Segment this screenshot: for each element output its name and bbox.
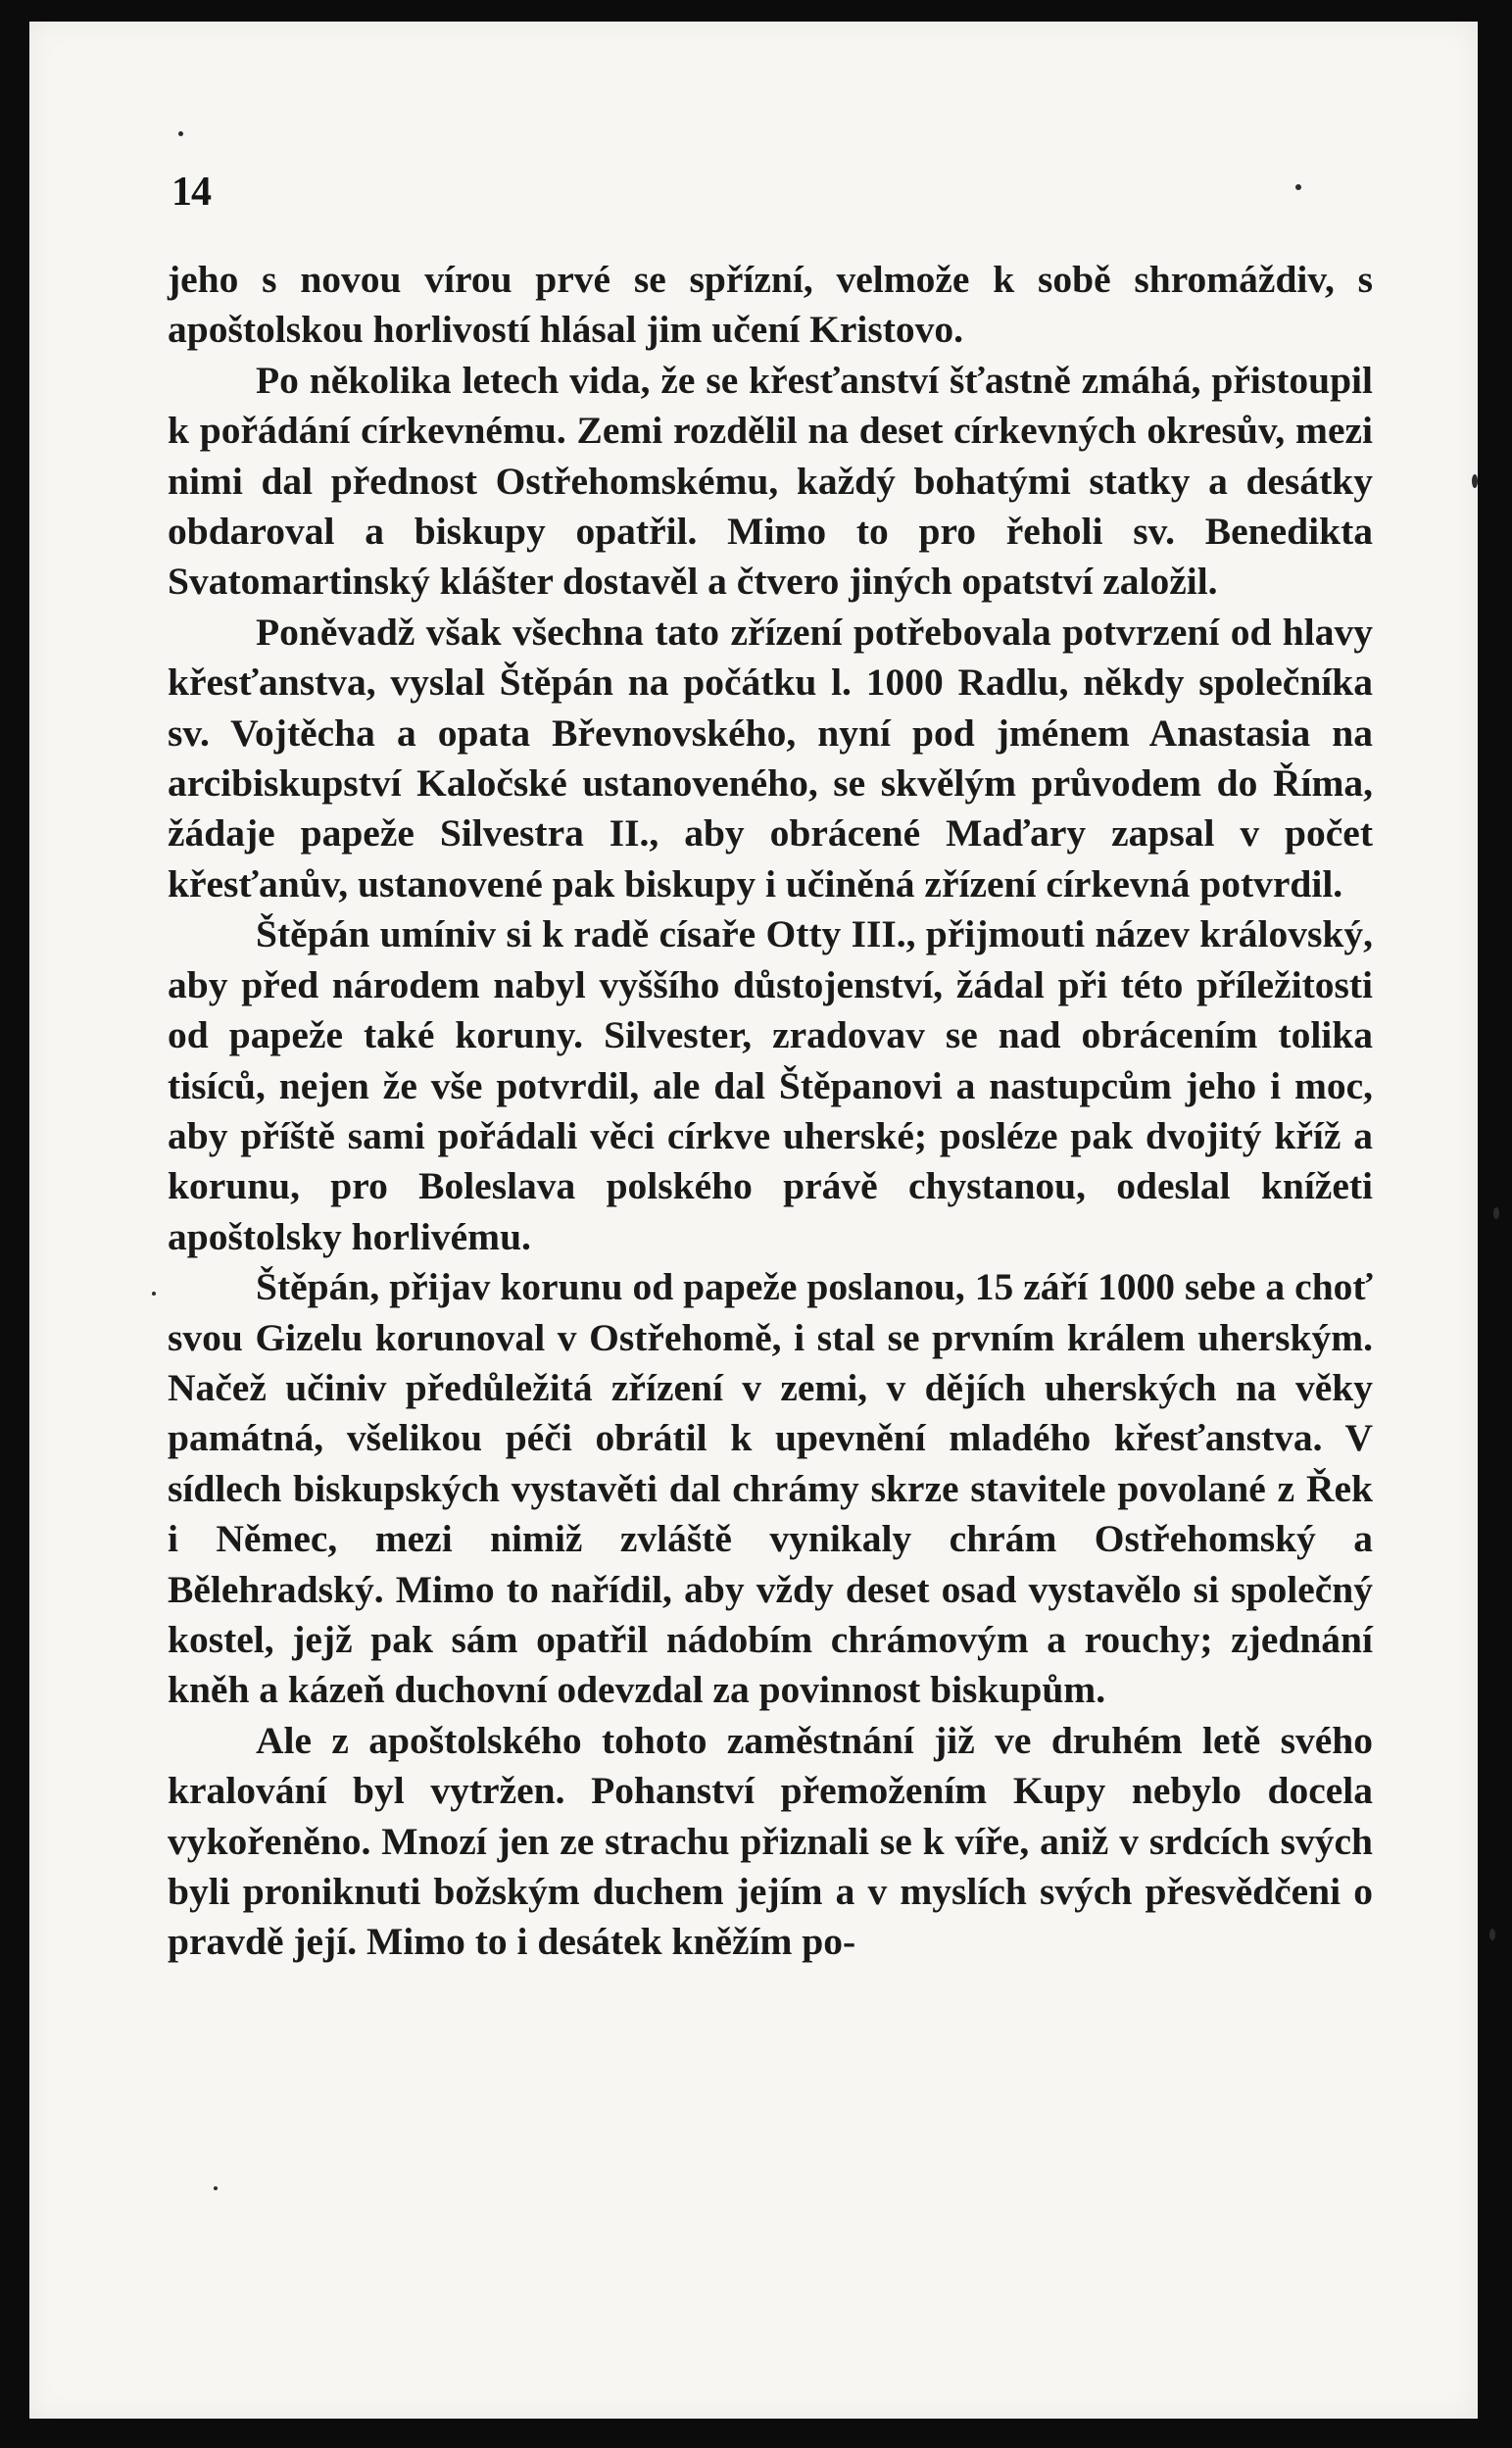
scan-speck [178, 131, 183, 136]
scan-speck [1295, 184, 1301, 190]
scan-speck [214, 2186, 218, 2190]
scan-speck [1472, 474, 1478, 488]
paragraph-continuation: jeho s novou vírou prvé se spřízní, velmože k sobě shromáždiv, s apoštolskou horlivostí hlásal jim učení Kristovo. [168, 258, 1373, 352]
page-number: 14 [171, 170, 211, 215]
scan-speck [1493, 1207, 1499, 1219]
paragraph: Štěpán umíniv si k radě císaře Otty III., přijmouti název královský, aby před národem nabyl vyššího důstojenství, žádal při této příležitosti od papeže také koruny. Silvester, zradovav se nad obrácením tolika tisíců, nejen že vše potvrdil, ale dal Štěpanovi a nastupcům jeho i moc, aby příště sami pořádali věci církve uherské; posléze pak dvojitý kříž a korunu, pro Boleslava polského právě chystanou, odeslal knížeti apoštolsky horlivému. [168, 912, 1373, 1258]
body-text [168, 255, 1373, 1968]
paragraph: Ale z apoštolského tohoto zaměstnání již ve druhém letě svého kralování byl vytržen. Pohanství přemožením Kupy nebylo docela vykořeněno. Mnozí jen ze strachu přiznali se k víře, aniž v srdcích svých byli proniknuti božským duchem jejím a v myslích svých přesvědčeni o pravdě její. Mimo to i desátek kněžím po- [168, 1718, 1373, 1964]
scan-speck [1489, 1929, 1495, 1940]
paragraph: Po několika letech vida, že se křesťanství šťastně zmáhá, přistoupil k pořádání církevnému. Zemi rozdělil na deset církevných okresův, mezi nimi dal přednost Ostřehomskému, každý bohatými statky a desátky obdaroval a biskupy opatřil. Mimo to pro řeholi sv. Benedikta Svatomartinský klášter dostavěl a čtvero jiných opatství založil. [168, 358, 1373, 604]
paragraph: Poněvadž však všechna tato zřízení potřebovala potvrzení od hlavy křesťanstva, vyslal Štěpán na počátku l. 1000 Radlu, někdy společníka sv. Vojtěcha a opata Břevnovského, nyní pod jménem Anastasia na arcibiskupství Kaločské ustanoveného, se skvělým průvodem do Říma, žádaje papeže Silvestra II., aby obrácené Maďary zapsal v počet křesťanův, ustanovené pak biskupy i učiněná zřízení církevná potvrdil. [168, 610, 1373, 906]
paragraph: Štěpán, přijav korunu od papeže poslanou, 15 září 1000 sebe a choť svou Gizelu korunoval v Ostřehomě, i stal se prvním králem uherským. Načež učiniv předůležitá zřízení v zemi, v dějích uherských na věky památná, všelikou péči obrátil k upevnění mladého křesťanstva. V sídlech biskupských vystavěti dal chrámy skrze stavitele povolané z Řek i Němec, mezi nimiž zvláště vynikaly chrám Ostřehomský a Bělehradský. Mimo to nařídil, aby vždy deset osad vystavělo si společný kostel, jejž pak sám opatřil nádobím chrámovým a rouchy; zjednání kněh a kázeň duchovní odevzdal za povinnost biskupům. [168, 1265, 1373, 1712]
scan-speck [152, 1292, 156, 1296]
book-page [29, 22, 1478, 2419]
